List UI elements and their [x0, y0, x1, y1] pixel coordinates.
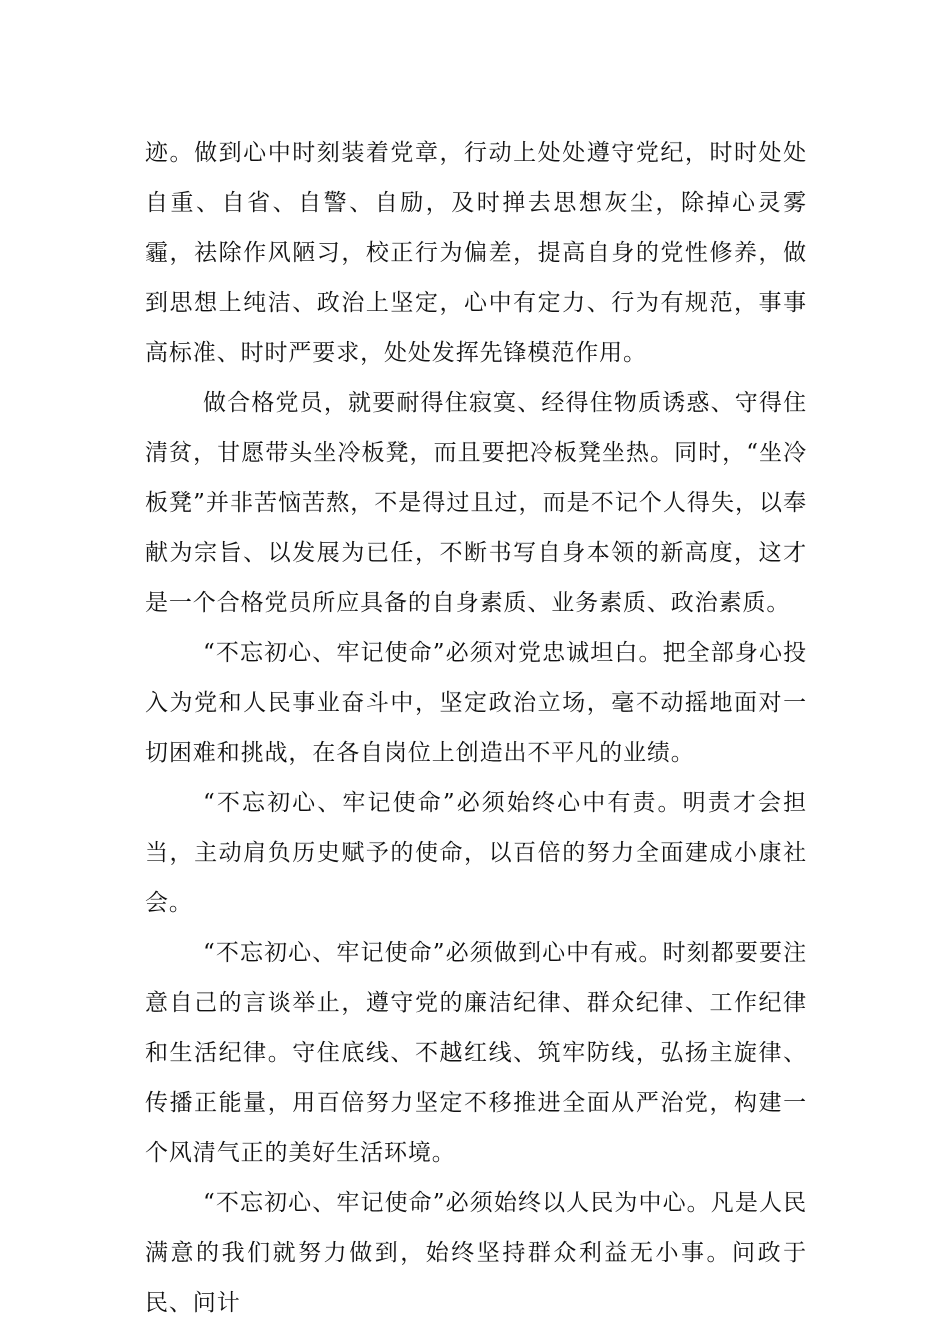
paragraph-5: “不忘初心、牢记使命”必须做到心中有戒。时刻都要要注意自己的言谈举止，遵守党的廉洁纪律、群众纪律、工作纪律和生活纪律。守住底线、不越红线、筑牢防线，弘扬主旋律、传播正能量，用百倍努力坚定不移推进全面从严治党，构建一个风清气正的美好生活环境。: [145, 940, 807, 1166]
paragraph-4: “不忘初心、牢记使命”必须始终心中有责。明责才会担当，主动肩负历史赋予的使命，以百倍的努力全面建成小康社会。: [145, 790, 807, 916]
paragraph-3: “不忘初心、牢记使命”必须对党忠诚坦白。把全部身心投入为党和人民事业奋斗中，坚定政治立场，毫不动摇地面对一切困难和挑战，在各自岗位上创造出不平凡的业绩。: [145, 640, 807, 766]
paragraph-1: 迹。做到心中时刻装着党章，行动上处处遵守党纪，时时处处自重、自省、自警、自励，及时掸去思想灰尘，除掉心灵雾霾，祛除作风陋习，校正行为偏差，提高自身的党性修养，做到思想上纯洁、政治上坚定，心中有定力、行为有规范，事事高标准、时时严要求，处处发挥先锋模范作用。: [145, 140, 807, 366]
paragraph-6: “不忘初心、牢记使命”必须始终以人民为中心。凡是人民满意的我们就努力做到，始终坚持群众利益无小事。问政于民、问计: [145, 1190, 807, 1316]
document-body: [145, 128, 807, 1328]
paragraph-2: 做合格党员，就要耐得住寂寞、经得住物质诱惑、守得住清贫，甘愿带头坐冷板凳，而且要把冷板凳坐热。同时，“坐冷板凳”并非苦恼苦熬，不是得过且过，而是不记个人得失，以奉献为宗旨、以发展为已任，不断书写自身本领的新高度，这才是一个合格党员所应具备的自身素质、业务素质、政治素质。: [145, 390, 807, 616]
